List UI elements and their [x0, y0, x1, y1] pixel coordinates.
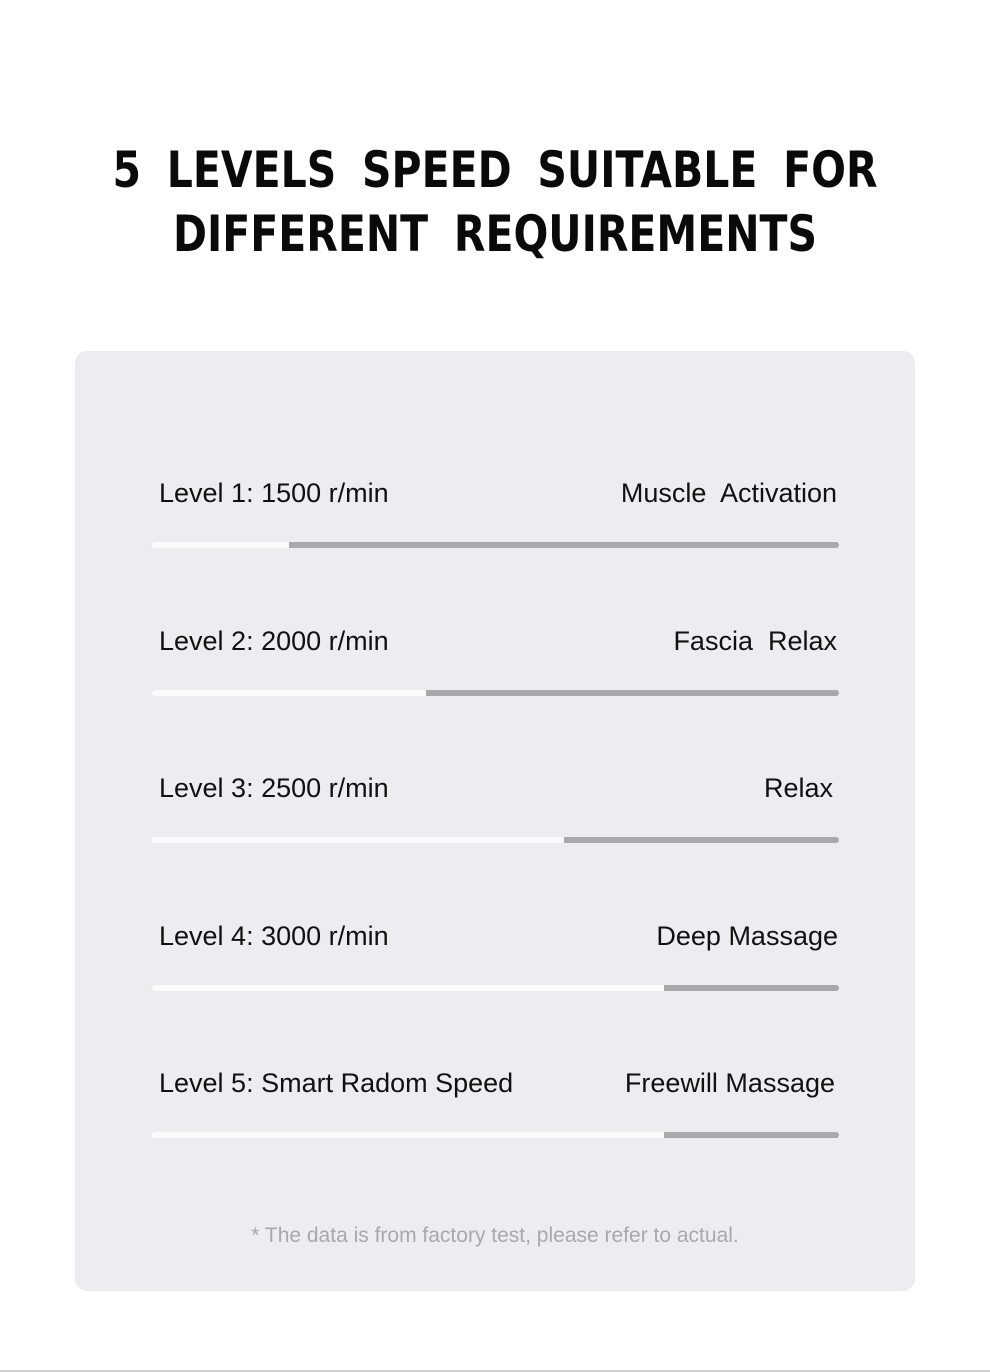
- level-5-speed-bar-fill: [151, 1132, 664, 1138]
- level-4-label: Level 4: 3000 r/min: [159, 921, 389, 951]
- level-row-2: [75, 625, 915, 725]
- level-1-label: Level 1: 1500 r/min: [159, 478, 389, 508]
- level-row-5: [75, 1067, 915, 1167]
- level-2-purpose: Fascia Relax: [673, 626, 837, 656]
- speed-levels-card: [75, 351, 915, 1291]
- level-4-speed-bar-fill: [151, 985, 664, 991]
- level-3-speed-bar: [151, 837, 839, 843]
- level-5-speed-bar: [151, 1132, 839, 1138]
- level-3-purpose: Relax: [763, 773, 833, 803]
- page-title-line-2: DIFFERENT REQUIREMENTS: [172, 205, 818, 263]
- level-2-speed-bar-fill: [151, 690, 426, 696]
- level-1-speed-bar-fill: [151, 542, 289, 548]
- level-2-label: Level 2: 2000 r/min: [159, 626, 389, 656]
- level-2-speed-bar: [151, 690, 839, 696]
- level-1-speed-bar: [151, 542, 839, 548]
- level-row-4: [75, 920, 915, 1020]
- level-3-label: Level 3: 2500 r/min: [159, 773, 389, 803]
- level-5-purpose: Freewill Massage: [624, 1068, 835, 1098]
- page-title: [89, 138, 901, 266]
- page-title-line-1: 5 LEVELS SPEED SUITABLE FOR: [112, 141, 878, 199]
- level-5-label: Level 5: Smart Radom Speed: [159, 1068, 514, 1098]
- level-1-purpose: Muscle Activation: [620, 478, 837, 508]
- level-3-speed-bar-fill: [151, 837, 564, 843]
- level-row-1: [75, 477, 915, 577]
- level-4-purpose: Deep Massage: [656, 921, 838, 951]
- level-row-3: [75, 772, 915, 872]
- level-4-speed-bar: [151, 985, 839, 991]
- factory-test-footnote: * The data is from factory test, please refer to actual.: [251, 1224, 739, 1247]
